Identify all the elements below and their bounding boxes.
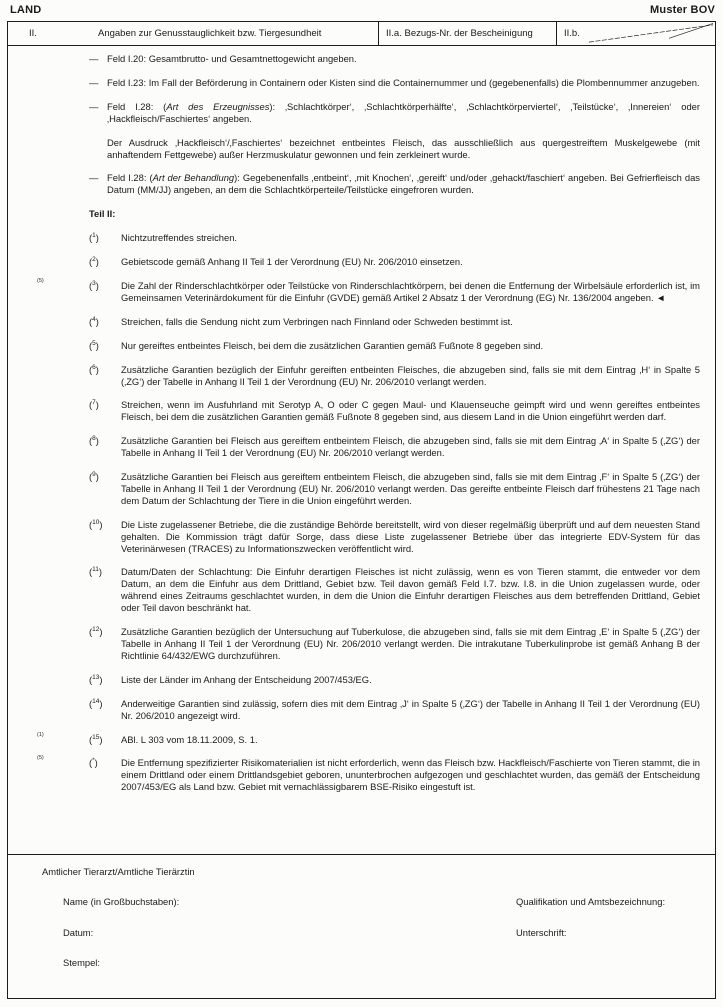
signature-label: Unterschrift: (516, 927, 567, 938)
footnote-11 (89, 566, 700, 614)
footnote-number: ($^6$) (89, 363, 99, 375)
footnote-4 (89, 316, 700, 328)
page-top-labels (10, 4, 715, 16)
note-italic-span: Art des Erzeugnisses (166, 100, 270, 112)
stamp-row (63, 957, 705, 968)
reference-number-cell (378, 22, 557, 45)
footnote-3 (37, 277, 700, 304)
note-text (107, 77, 700, 89)
veterinarian-heading: Amtlicher Tierarzt/Amtliche Tierärztin (42, 866, 195, 877)
footnote-number: ($^8$) (89, 435, 99, 447)
name-label: Name (in Großbuchstaben): (63, 896, 180, 907)
footnote-number: ($^{12}$) (89, 625, 103, 638)
footnote-number: ($^{10}$) (89, 518, 103, 530)
note-text (107, 172, 700, 196)
footnote-12 (89, 626, 700, 662)
footnote-text: Liste der Länder im Anhang der Entscheidung 2007/453/EG. (121, 673, 372, 685)
dash-marker: — (89, 53, 99, 64)
footnote-9 (89, 471, 700, 507)
footnote-15 (37, 731, 700, 746)
footnote-2 (89, 256, 700, 268)
dash-marker: — (89, 76, 99, 88)
section-title: Angaben zur Genusstauglichkeit bzw. Tiergesundheit (98, 28, 322, 39)
footnote-text: Streichen, wenn im Ausfuhrland mit Serotyp A, O oder C gegen Maul- und Klauenseuche geimpft wird und wenn gereiftes entbeintes Fleisch, bei dem die zusätzlichen Garantien gemäß Fußnote 8 gegeben sind, aus diesem Land in die Union eingeführt werden darf. (121, 399, 700, 423)
footnote-text: Die Entfernung spezifizierter Risikomaterialien ist nicht erforderlich, wenn das Fleisch bzw. Hackfleisch/Faschierte von Tieren stammt, die in einem Drittland oder einem Drittlandsgebiet geboren, ununterbrochen aufgezogen und geschlachtet wurden, das gemäß der Entscheidung 2007/453/EG als Land bzw. Gebiet mit vernachlässigbarem BSE-Risiko eingestuft ist. (121, 757, 700, 793)
stamp-label: Stempel: (63, 957, 100, 968)
footnote-number: ($^3$) (89, 279, 99, 291)
note-field-i20 (89, 53, 700, 65)
section-number: II. (29, 28, 37, 39)
part-ii-header-row (8, 22, 715, 46)
footnote-number-sup: 5 (92, 339, 96, 347)
footnote-number: ($^1$) (89, 232, 99, 244)
footnote-number-sup: 11 (92, 566, 99, 574)
note-field-i23 (89, 77, 700, 89)
part-ii-subheading: Teil II: (89, 208, 116, 220)
footnote-text: Streichen, falls die Sendung nicht zum Verbringen nach Finnland oder Schweden bestimmt ist. (121, 315, 513, 327)
footnote-number: ($^9$) (89, 470, 99, 483)
footnote-number: ($^{11}$) (89, 566, 102, 578)
footnote-number-sup: 7 (92, 399, 96, 407)
footnote-number-sup: 6 (92, 363, 96, 371)
section-title-cell (8, 22, 378, 45)
footnote-number: (*) (89, 757, 98, 769)
reference-number-label: II.a. Bezugs-Nr. der Bescheinigung (386, 28, 533, 39)
footnote-1 (89, 232, 700, 244)
footnote-7 (89, 399, 700, 423)
footnote-number: ($^5$) (89, 339, 99, 351)
date-row (63, 927, 705, 938)
footnote-text: Zusätzliche Garantien bei Fleisch aus gereiftem entbeintem Fleisch, die abzugeben sind, falls sie mit dem Eintrag ‚A‘ in Spalte 5 (‚ZG‘) der Tabelle in Anhang II Teil 1 der Verordnung (EU) Nr. 206/2010 verlangt werden. (121, 435, 700, 459)
note-text-span: Feld I.28: ( (107, 172, 153, 184)
note-text-span: Feld I.28: ( (107, 100, 167, 112)
note-field-i28-treatment (89, 172, 700, 196)
note-italic-span: Art der Behandlung (152, 172, 235, 184)
footnote-text: Gebietscode gemäß Anhang II Teil 1 der Verordnung (EU) Nr. 206/2010 einsetzen. (121, 256, 463, 268)
footnote-text: Nur gereiftes entbeintes Fleisch, bei dem die zusätzlichen Garantien gemäß Fußnote 8 gegeben sind. (121, 339, 544, 351)
footnote-text: Zusätzliche Garantien bei Fleisch aus gereiftem entbeintem Fleisch, die abzugeben sind, falls sie mit dem Eintrag ‚F‘ in Spalte 5 (‚ZG‘) der Tabelle in Anhang II Teil 1 der Verordnung (EU) Nr. 206/2010 verlangt werden. Das gereifte entbeinte Fleisch darf frühestens 21 Tage nach dem Datum der Schlachtung der Tiere in die Union eingeführt werden. (121, 471, 700, 506)
iib-label: II.b. (564, 28, 580, 39)
footnote-number: ($^7$) (89, 399, 99, 411)
footnote-number-sup: 13 (92, 673, 100, 681)
official-veterinarian-section (8, 854, 715, 999)
footnote-text: ABl. L 303 vom 18.11.2009, S. 1. (121, 733, 258, 745)
note-subparagraph: Der Ausdruck ‚Hackfleisch‘/‚Faschiertes‘ bezeichnet entbeintes Fleisch, das ausschließlich aus quergestreiftem Muskelgewebe (mit anhaftendem Fettgewebe) außer Herzmuskulatur gewonnen und fein zerkleinert wurde. (107, 136, 700, 160)
footnote-text: Datum/Daten der Schlachtung: Die Einfuhr derartigen Fleisches ist nicht zulässig, wenn es von Tieren stammt, die entweder vor dem Datum, an dem die Einfuhr aus dem Drittland, Gebiet bzw. Teil davon gemäß Feld I.7. bzw. I.8. in die Union zugelassen wurde, oder während eines Zeitraums geschlachtet wurden, in dem die Union die Einfuhr derartigen Fleisches aus dem betreffenden Drittland, Gebiet oder Teil davon beschränkt hat. (121, 566, 700, 614)
name-row (63, 896, 705, 907)
diagonal-strike-icon (557, 22, 715, 45)
dash-marker: — (89, 172, 99, 184)
footnote-5 (89, 340, 700, 352)
country-label: LAND (10, 4, 42, 16)
footnote-number-sup: 10 (92, 518, 100, 526)
footnote-number-sup: 8 (92, 435, 96, 443)
note-text-span: Feld I.23: Im Fall der Beförderung in Containern oder Kisten sind die Containernummer und (gegebenenfalls) die Plombennummer anzugeben. (107, 76, 700, 88)
margin-marker: (5) (37, 277, 44, 284)
note-text (107, 53, 700, 65)
footnote-number: ($^{13}$) (89, 673, 103, 685)
footnote-number-sup: 3 (92, 279, 96, 287)
margin-marker: (1) (37, 731, 44, 738)
note-text-span: ): Gegebenenfalls ‚entbeint‘, ‚mit Knochen‘, ‚gereift‘ und/oder ‚gehackt/faschiert‘ angeben. Bei Gefrierfleisch das Datum (MM/JJ) angeben, an dem die Schlachtkörperteile/Teilstücke eingefroren wurden. (107, 172, 700, 196)
footnote-number-sup: * (92, 757, 95, 765)
footnote-number: ($^{14}$) (89, 697, 103, 709)
model-label: Muster BOV (650, 4, 715, 16)
notes-section (8, 46, 715, 854)
footnote-14 (89, 698, 700, 722)
note-paragraph (107, 101, 700, 125)
iib-cell (557, 22, 715, 45)
footnote-number-sup: 15 (92, 733, 100, 741)
footnote-text: Anderweitige Garantien sind zulässig, sofern dies mit dem Eintrag ‚J‘ in Spalte 5 (‚ZG‘) der Tabelle in Anhang II Teil 1 der Verordnung (EU) Nr. 206/2010 angezeigt wird. (121, 697, 700, 721)
footnote-text: Zusätzliche Garantien bezüglich der Einfuhr gereiften entbeinten Fleisches, die abzugeben sind, falls sie mit dem Eintrag ‚H‘ in Spalte 5 (‚ZG‘) der Tabelle in Anhang II Teil 1 der Verordnung (EU) Nr. 206/2010 verlangt werden. (121, 363, 700, 387)
certificate-body (7, 21, 716, 999)
footnote-number-sup: 4 (92, 315, 96, 323)
date-label: Datum: (63, 927, 94, 938)
footnote-number-sup: 1 (92, 232, 96, 240)
footnote-text: Zusätzliche Garantien bezüglich der Untersuchung auf Tuberkulose, die abzugeben sind, falls sie mit dem Eintrag ‚E‘ in Spalte 5 (‚ZG‘) der Tabelle in Anhang II Teil 1 der Verordnung (EU) Nr. 206/2010 verlangt werden. Die intrakutane Tuberkulinprobe ist gemäß Anhang B der Richtlinie 64/432/EWG durchzuführen. (121, 626, 700, 661)
note-paragraph (107, 172, 700, 196)
footnote-13 (89, 674, 700, 686)
footnote-6 (89, 364, 700, 388)
footnote-asterisk (37, 755, 700, 793)
footnote-number-sup: 9 (92, 470, 96, 478)
footnote-text: Die Liste zugelassener Betriebe, die die zuständige Behörde bereitstellt, wird von dieser regelmäßig überprüft und auf dem neuesten Stand gehalten. Die Kommission trägt dafür Sorge, dass diese Liste zugelassener Betriebe über das integrierte EDV-System für das Veterinärwesen (TRACES) zu Informationszwecken veröffentlicht wird. (121, 518, 700, 554)
note-text (107, 101, 700, 161)
note-field-i28-product (89, 101, 700, 161)
note-text-span: Feld I.20: Gesamtbrutto- und Gesamtnettogewicht angeben. (107, 53, 357, 64)
footnote-number: ($^{15}$) (89, 733, 103, 745)
dash-marker: — (89, 100, 99, 112)
note-text-span: ): ‚Schlachtkörper‘, ‚Schlachtkörperhälfte‘, ‚Schlachtkörperviertel‘, ‚Teilstücke‘, ‚Innereien‘ oder ‚Hackfleisch/Faschiertes‘ angeben. (107, 100, 701, 124)
footnote-number-sup: 2 (92, 255, 96, 263)
qualification-label: Qualifikation und Amtsbezeichnung: (516, 896, 666, 907)
footnote-text: Die Zahl der Rinderschlachtkörper oder Teilstücke von Rinderschlachtkörpern, bei denen die Entfernung der Wirbelsäule erforderlich ist, im Gemeinsamen Veterinärdokument für die Einfuhr (GVDE) gemäß Artikel 2 Absatz 1 der Verordnung (EG) Nr. 136/2004 angeben. ◄ (121, 279, 700, 303)
footnote-number-sup: 14 (92, 697, 100, 705)
footnote-number: ($^2$) (89, 255, 99, 268)
footnote-number-sup: 12 (92, 625, 100, 633)
footnote-10 (89, 519, 700, 555)
footnote-8 (89, 435, 700, 459)
footnote-number: ($^4$) (89, 315, 99, 327)
footnote-text: Nichtzutreffendes streichen. (121, 232, 238, 244)
margin-marker: (5) (37, 755, 44, 762)
